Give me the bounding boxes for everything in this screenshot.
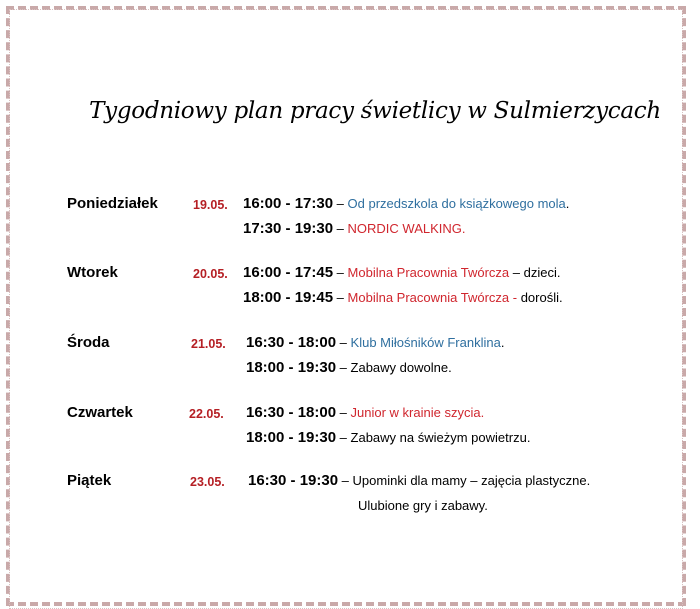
day-thursday: Czwartek: [67, 404, 133, 421]
slot-activity: Ulubione gry i zabawy.: [358, 498, 488, 513]
slot-separator: –: [333, 265, 348, 280]
slot-time: 18:00 - 19:30: [246, 359, 337, 376]
slot-monday-1: [243, 195, 569, 212]
slot-separator: –: [336, 430, 351, 445]
slot-activity: Mobilna Pracownia Twórcza: [347, 265, 510, 280]
slot-activity: Mobilna Pracownia Twórcza -: [347, 290, 518, 305]
date-tuesday: 20.05.: [193, 267, 228, 281]
date-thursday: 22.05.: [189, 407, 224, 421]
slot-activity: NORDIC WALKING.: [347, 221, 466, 236]
slot-separator: –: [333, 221, 348, 236]
date-friday: 23.05.: [190, 475, 225, 489]
day-friday: Piątek: [67, 472, 112, 489]
slot-time: 16:00 - 17:45: [243, 264, 334, 281]
slot-time: 16:30 - 18:00: [246, 334, 337, 351]
slot-activity: Klub Miłośników Franklina: [350, 335, 501, 350]
slot-separator: –: [338, 473, 353, 488]
date-wednesday: 21.05.: [191, 337, 226, 351]
slot-activity: Od przedszkola do książkowego mola: [347, 196, 566, 211]
slot-activity: Upominki dla mamy – zajęcia plastyczne.: [352, 473, 591, 488]
slot-wednesday-1: [246, 334, 504, 351]
day-tuesday: Wtorek: [67, 264, 118, 281]
slot-friday-2: [358, 497, 488, 514]
slot-separator: –: [333, 196, 348, 211]
slot-separator: –: [336, 405, 351, 420]
slot-separator: –: [336, 335, 351, 350]
slot-monday-2: [243, 220, 466, 237]
slot-time: 16:00 - 17:30: [243, 195, 334, 212]
slot-suffix: dorośli.: [517, 290, 563, 305]
date-monday: 19.05.: [193, 198, 228, 212]
slot-time: 18:00 - 19:30: [246, 429, 337, 446]
slot-time: 16:30 - 19:30: [248, 472, 339, 489]
slot-wednesday-2: [246, 359, 452, 376]
slot-tuesday-2: [243, 289, 563, 306]
slot-friday-1: [248, 472, 590, 489]
slot-time: 18:00 - 19:45: [243, 289, 334, 306]
slot-activity: Zabawy dowolne.: [350, 360, 452, 375]
slot-time: 17:30 - 19:30: [243, 220, 334, 237]
slot-activity: Zabawy na świeżym powietrzu.: [350, 430, 531, 445]
slot-suffix: – dzieci.: [509, 265, 561, 280]
slot-suffix: .: [500, 335, 505, 350]
page-title: Tygodniowy plan pracy świetlicy w Sulmierzycach: [89, 98, 661, 124]
slot-tuesday-1: [243, 264, 560, 281]
slot-separator: –: [333, 290, 348, 305]
slot-thursday-2: [246, 429, 530, 446]
slot-activity: Junior w krainie szycia.: [350, 405, 485, 420]
slot-suffix: .: [565, 196, 570, 211]
slot-separator: –: [336, 360, 351, 375]
day-monday: Poniedziałek: [67, 195, 158, 212]
slot-time: 16:30 - 18:00: [246, 404, 337, 421]
day-wednesday: Środa: [67, 334, 110, 351]
slot-thursday-1: [246, 404, 484, 421]
